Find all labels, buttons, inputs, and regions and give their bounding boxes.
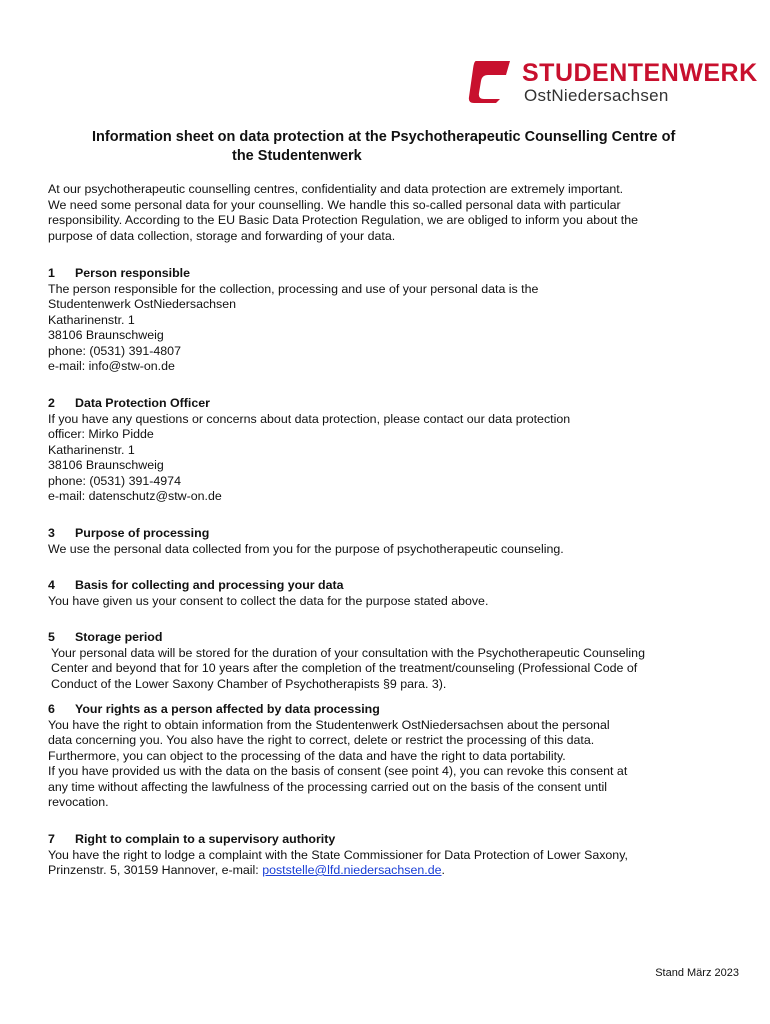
section-line: Katharinenstr. 1 — [48, 312, 135, 327]
section-title: Purpose of processing — [75, 526, 210, 540]
section-line: revocation. — [48, 795, 109, 809]
section-basis — [48, 578, 728, 609]
section-line: You have given us your consent to collect the data for the purpose stated above. — [48, 593, 489, 608]
address-prefix: Prinzenstr. 5, 30159 Hannover, e-mail: — [48, 863, 263, 877]
section-line: You have the right to lodge a complaint with the State Commissioner for Data Protection of Lower Saxony, — [48, 847, 628, 862]
section-purpose — [48, 526, 728, 557]
intro-paragraph — [48, 182, 728, 244]
section-line: If you have any questions or concerns about data protection, please contact our data protection — [48, 411, 571, 426]
page-title — [92, 128, 732, 166]
section-data-protection-officer — [48, 396, 728, 505]
intro-line: We need some personal data for your counselling. We handle this so-called personal data with particular — [48, 197, 621, 212]
intro-line: At our psychotherapeutic counselling centres, confidentiality and data protection are extremely important. — [48, 182, 624, 196]
section-person-responsible — [48, 266, 728, 375]
section-line: Katharinenstr. 1 — [48, 442, 135, 457]
document-date: Stand März 2023 — [655, 967, 739, 979]
studentenwerk-logo — [466, 57, 758, 105]
section-line: Studentenwerk OstNiedersachsen — [48, 297, 237, 311]
section-title: Your rights as a person affected by data processing — [75, 702, 380, 716]
section-line: officer: Mirko Pidde — [48, 427, 154, 441]
section-heading — [48, 526, 728, 542]
section-title: Right to complain to a supervisory authority — [75, 832, 336, 846]
studentenwerk-logo-mark-icon — [466, 57, 514, 105]
section-number: 2 — [48, 396, 55, 410]
section-heading — [48, 266, 728, 282]
section-line: Furthermore, you can object to the processing of the data and have the right to data portability. — [48, 748, 566, 763]
section-number: 6 — [48, 702, 55, 716]
section-line: data concerning you. You also have the right to correct, delete or restrict the processing of this data. — [48, 733, 595, 747]
section-line: e-mail: info@stw-on.de — [48, 359, 175, 373]
section-number: 7 — [48, 832, 55, 846]
section-line: You have the right to obtain information from the Studentenwerk OstNiedersachsen about the personal — [48, 717, 610, 732]
intro-line: responsibility. According to the EU Basic Data Protection Regulation, we are obliged to inform you about the — [48, 213, 639, 227]
section-heading — [48, 578, 728, 594]
logo-subtitle-text: OstNiedersachsen — [524, 86, 669, 105]
supervisory-authority-email-link[interactable]: poststelle@lfd.niedersachsen.de — [262, 863, 442, 877]
section-title: Basis for collecting and processing your data — [75, 578, 344, 592]
section-title: Person responsible — [75, 266, 190, 280]
section-line: any time without affecting the lawfulness of the processing carried out on the basis of the consent until — [48, 779, 608, 794]
section-line: Your personal data will be stored for the duration of your consultation with the Psychotherapeutic Counseling — [51, 645, 645, 660]
section-number: 4 — [48, 578, 55, 592]
section-heading — [48, 832, 728, 848]
section-line: The person responsible for the collection, processing and use of your personal data is the — [48, 281, 539, 296]
page-title-line-1: Information sheet on data protection at the Psychotherapeutic Counselling Centre of — [92, 129, 676, 145]
section-your-rights — [48, 702, 728, 811]
section-number: 3 — [48, 526, 55, 540]
logo-brand-text: STUDENTENWERK — [522, 59, 758, 87]
section-heading — [48, 396, 728, 412]
section-line: We use the personal data collected from you for the purpose of psychotherapeutic counseling. — [48, 541, 564, 556]
section-right-to-complain — [48, 832, 728, 879]
address-suffix: . — [441, 863, 445, 877]
section-heading — [48, 702, 728, 718]
section-line: 38106 Braunschweig — [48, 458, 164, 472]
section-title: Storage period — [75, 630, 163, 644]
section-line: Center and beyond that for 10 years after the completion of the treatment/counseling (Professional Code of — [51, 661, 638, 675]
section-storage-period — [48, 630, 728, 692]
section-line: 38106 Braunschweig — [48, 328, 164, 342]
section-title: Data Protection Officer — [75, 396, 210, 410]
section-line — [48, 863, 728, 879]
section-line: phone: (0531) 391-4974 — [48, 473, 181, 488]
section-line: e-mail: datenschutz@stw-on.de — [48, 489, 222, 503]
section-heading — [48, 630, 728, 646]
section-number: 1 — [48, 266, 55, 280]
section-line: Conduct of the Lower Saxony Chamber of Psychotherapists §9 para. 3). — [51, 676, 447, 691]
section-number: 5 — [48, 630, 55, 644]
section-line: If you have provided us with the data on the basis of consent (see point 4), you can revoke this consent at — [48, 764, 628, 778]
page-title-line-2: the Studentenwerk — [232, 148, 362, 164]
intro-line: purpose of data collection, storage and forwarding of your data. — [48, 228, 396, 243]
section-line: phone: (0531) 391-4807 — [48, 343, 181, 358]
